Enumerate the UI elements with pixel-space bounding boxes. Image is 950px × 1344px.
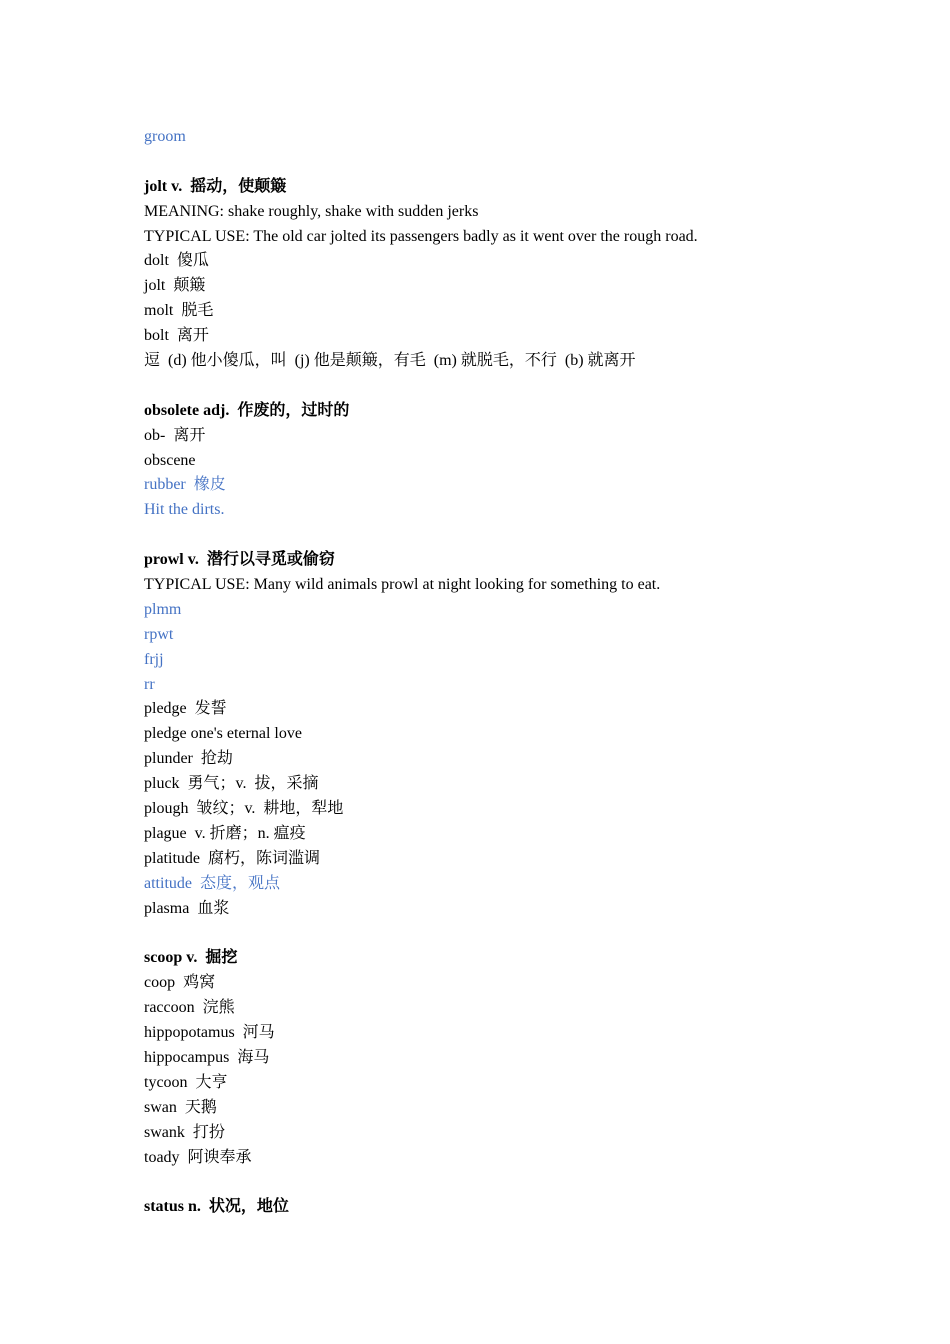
text-line: bolt 离开 <box>144 327 209 345</box>
text-line: plasma 血浆 <box>144 899 230 917</box>
text-line: swank 打扮 <box>144 1123 225 1141</box>
text-line: pledge one's eternal love <box>144 725 302 743</box>
highlighted-line: groom <box>144 128 186 145</box>
text-line: MEANING: shake roughly, shake with sudden jerks <box>144 202 479 220</box>
blank-line <box>144 1170 904 1195</box>
highlighted-line: Hit the dirts. <box>144 501 225 519</box>
text-line: dolt 傻瓜 <box>144 252 209 270</box>
entry-heading: status n. 状况，地位 <box>144 1198 289 1216</box>
text-line: plough 皱纹；v. 耕地，犁地 <box>144 800 344 818</box>
blank-line <box>144 523 904 548</box>
highlighted-line: plmm <box>144 600 182 618</box>
document-body <box>144 125 904 1220</box>
text-line: raccoon 浣熊 <box>144 999 235 1017</box>
text-line: hippocampus 海马 <box>144 1048 270 1066</box>
blank-line <box>144 922 904 947</box>
text-line: plague v. 折磨；n. 瘟疫 <box>144 824 306 842</box>
text-line: tycoon 大亨 <box>144 1073 228 1091</box>
blank-line <box>144 150 904 175</box>
entry-heading: obsolete adj. 作废的，过时的 <box>144 401 350 419</box>
text-line: obscene <box>144 451 196 469</box>
entry-heading: scoop v. 掘挖 <box>144 949 238 967</box>
text-line: pluck 勇气；v. 拔，采摘 <box>144 775 319 793</box>
text-line: TYPICAL USE: The old car jolted its passengers badly as it went over the rough road. <box>144 227 698 245</box>
text-line: plunder 抢劫 <box>144 750 233 768</box>
text-line: hippopotamus 河马 <box>144 1024 275 1042</box>
highlighted-line: frjj <box>144 650 164 668</box>
text-line: ob- 离开 <box>144 426 206 444</box>
highlighted-line: attitude 态度，观点 <box>144 874 280 892</box>
text-line: swan 天鹅 <box>144 1098 217 1116</box>
highlighted-line: rubber 橡皮 <box>144 476 226 494</box>
entry-heading: prowl v. 潜行以寻觅或偷窃 <box>144 551 335 569</box>
highlighted-line: rr <box>144 675 155 693</box>
text-line: 逗 (d) 他小傻瓜，叫 (j) 他是颠簸，有毛 (m) 就脱毛，不行 (b) 就离开 <box>144 352 636 370</box>
text-line: molt 脱毛 <box>144 302 214 320</box>
blank-line <box>144 374 904 399</box>
entry-heading: jolt v. 摇动，使颠簸 <box>144 177 287 195</box>
highlighted-line: rpwt <box>144 625 174 643</box>
text-line: pledge 发誓 <box>144 700 227 718</box>
text-line: coop 鸡窝 <box>144 974 216 992</box>
text-line: platitude 腐朽，陈词滥调 <box>144 849 320 867</box>
text-line: toady 阿谀奉承 <box>144 1148 252 1166</box>
text-line: TYPICAL USE: Many wild animals prowl at night looking for something to eat. <box>144 576 661 594</box>
text-line: jolt 颠簸 <box>144 277 206 295</box>
